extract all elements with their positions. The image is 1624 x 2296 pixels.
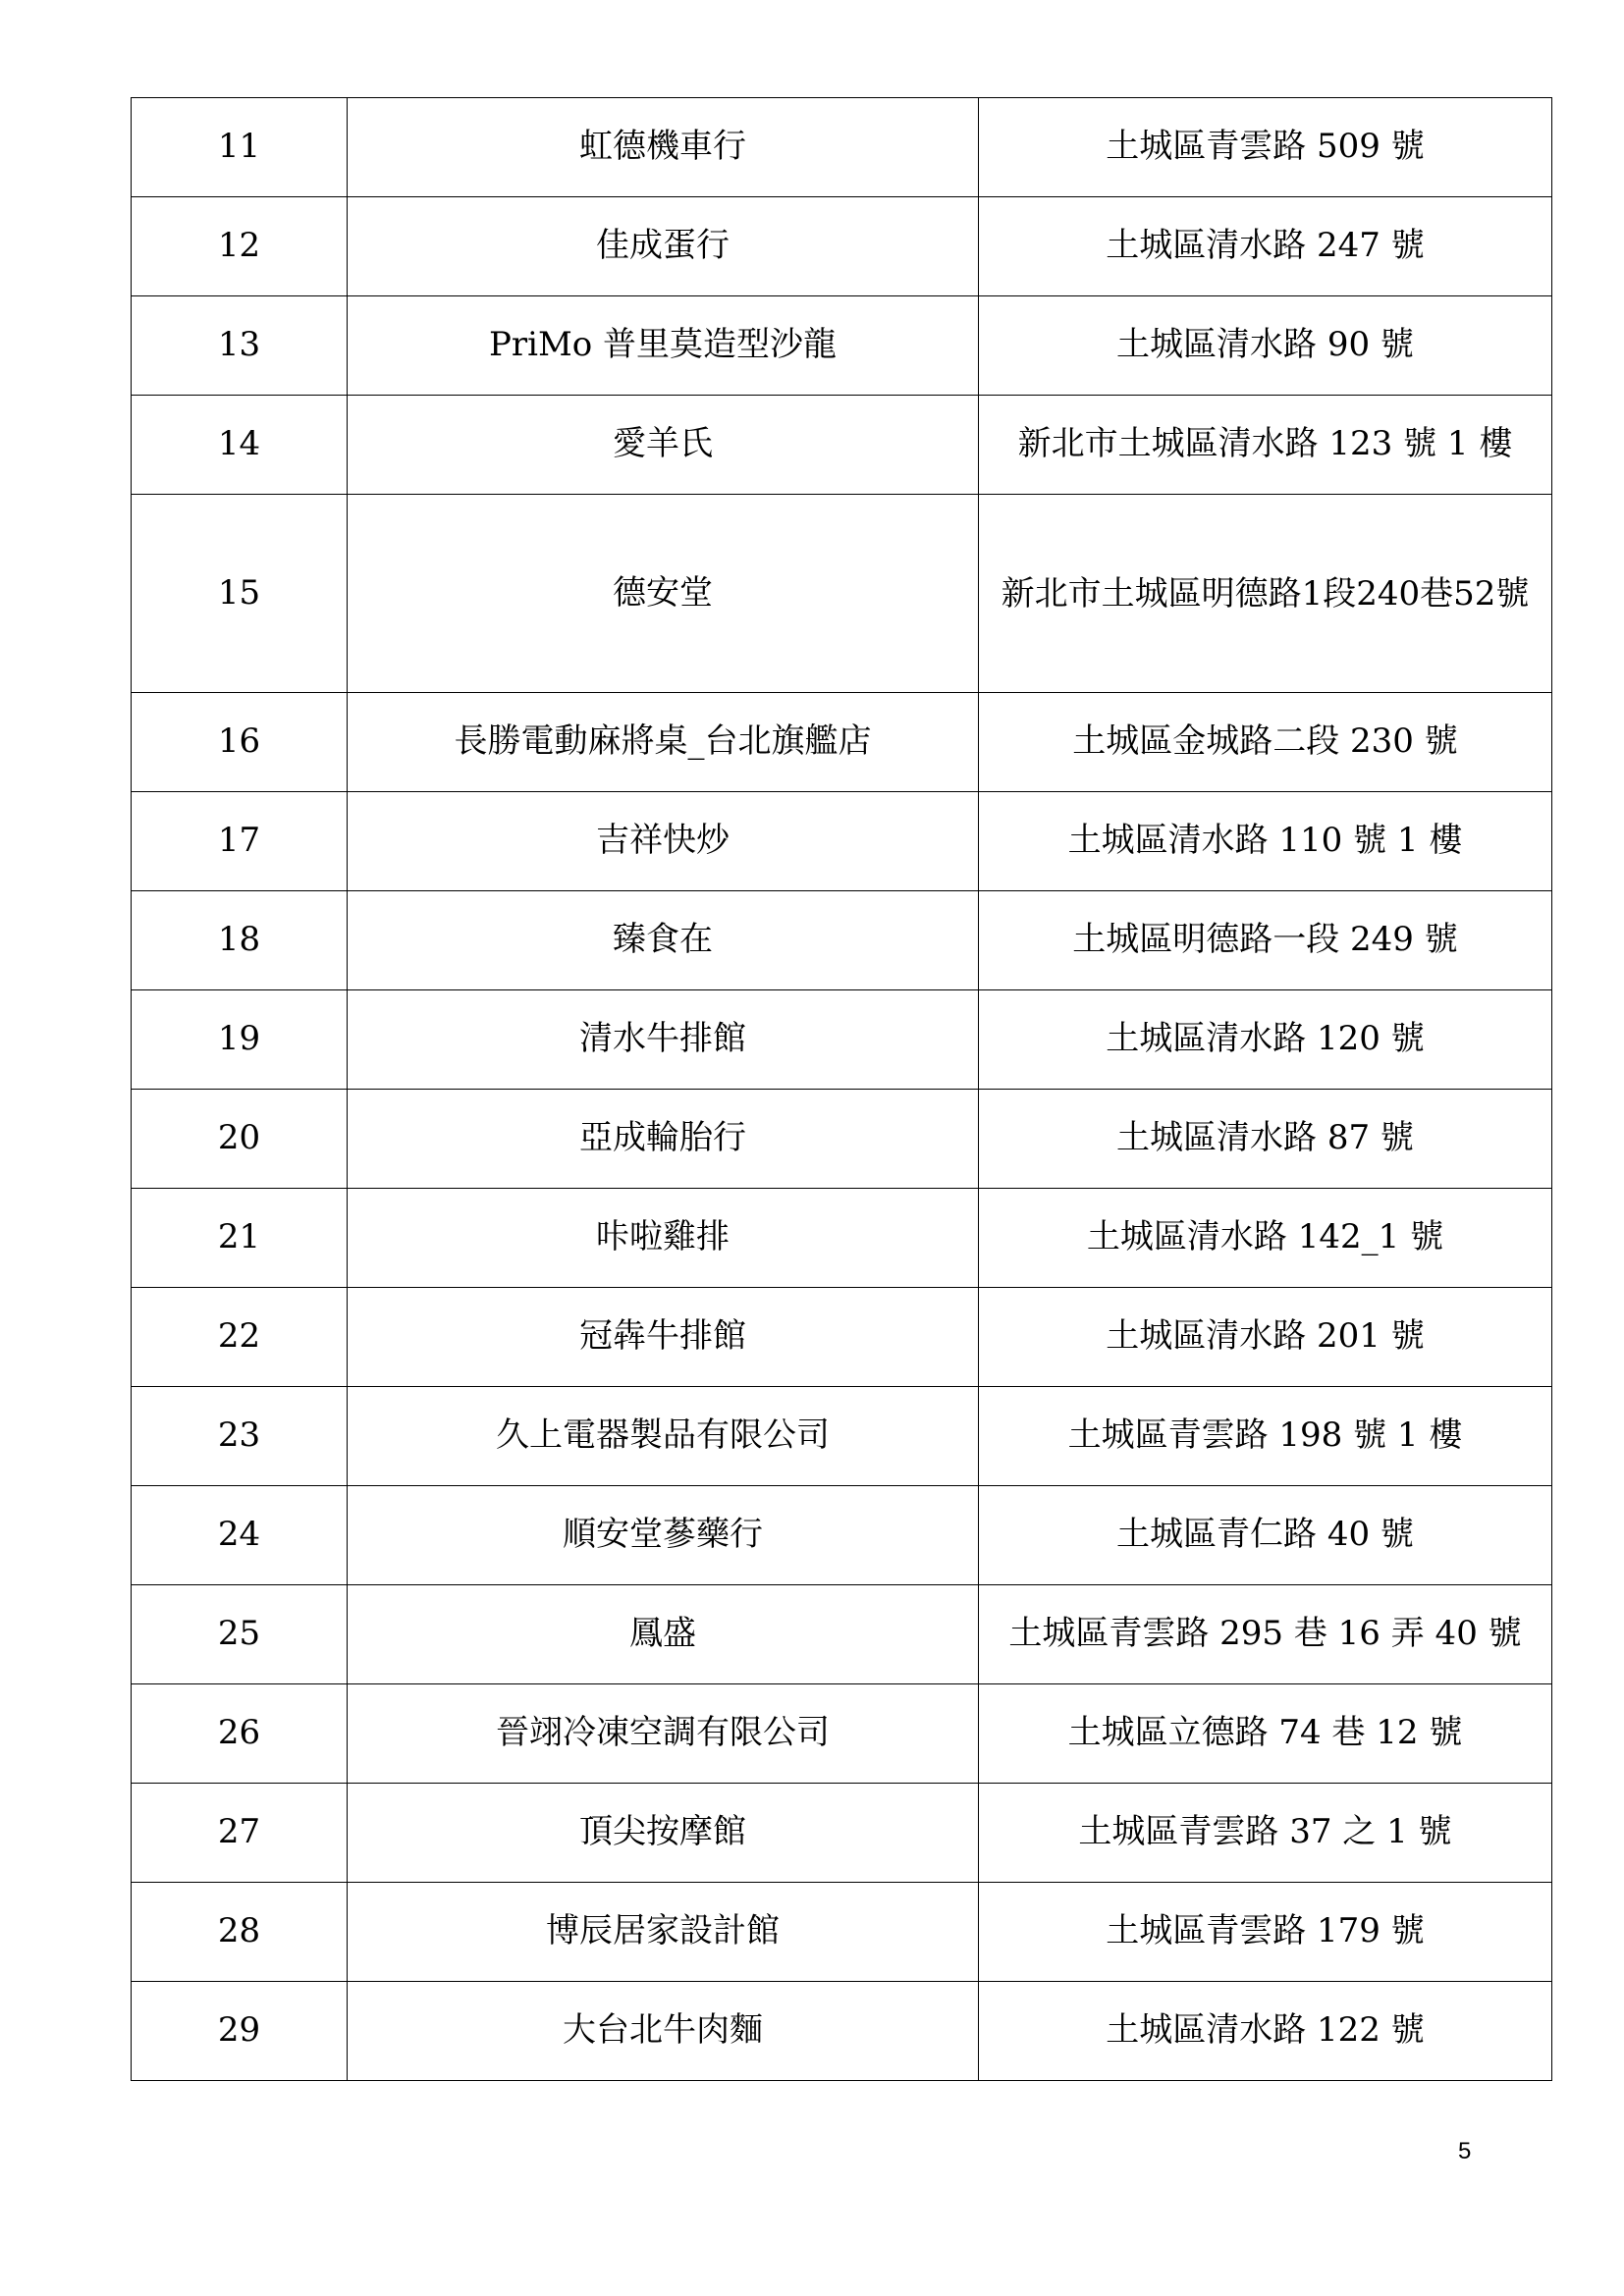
store-address: 土城區立德路 74 巷 12 號 — [979, 1684, 1552, 1784]
table-row — [132, 1684, 1552, 1784]
row-number: 12 — [132, 197, 348, 296]
store-address: 土城區青雲路 37 之 1 號 — [979, 1784, 1552, 1883]
table-row — [132, 495, 1552, 693]
store-address: 土城區青雲路 179 號 — [979, 1883, 1552, 1982]
store-name: 德安堂 — [348, 495, 979, 693]
store-address: 土城區青雲路 198 號 1 樓 — [979, 1387, 1552, 1486]
store-name: PriMo 普里莫造型沙龍 — [348, 296, 979, 396]
store-name: 長勝電動麻將桌_台北旗艦店 — [348, 693, 979, 792]
row-number: 22 — [132, 1288, 348, 1387]
row-number: 28 — [132, 1883, 348, 1982]
store-name: 頂尖按摩館 — [348, 1784, 979, 1883]
table-row — [132, 296, 1552, 396]
table-row — [132, 396, 1552, 495]
table-row — [132, 1982, 1552, 2081]
table-row — [132, 98, 1552, 197]
row-number: 29 — [132, 1982, 348, 2081]
table-row — [132, 792, 1552, 891]
store-address: 土城區青仁路 40 號 — [979, 1486, 1552, 1585]
store-name: 虹德機車行 — [348, 98, 979, 197]
store-address: 土城區清水路 247 號 — [979, 197, 1552, 296]
store-name: 亞成輪胎行 — [348, 1090, 979, 1189]
row-number: 15 — [132, 495, 348, 693]
row-number: 26 — [132, 1684, 348, 1784]
page-number: 5 — [1458, 2138, 1472, 2164]
store-name: 鳳盛 — [348, 1585, 979, 1684]
row-number: 25 — [132, 1585, 348, 1684]
store-name: 咔啦雞排 — [348, 1189, 979, 1288]
store-name: 佳成蛋行 — [348, 197, 979, 296]
row-number: 11 — [132, 98, 348, 197]
store-name: 大台北牛肉麵 — [348, 1982, 979, 2081]
table-row — [132, 1387, 1552, 1486]
row-number: 23 — [132, 1387, 348, 1486]
row-number: 19 — [132, 990, 348, 1090]
store-address: 土城區清水路 142_1 號 — [979, 1189, 1552, 1288]
table-row — [132, 1288, 1552, 1387]
store-name: 愛羊氏 — [348, 396, 979, 495]
store-address: 土城區清水路 122 號 — [979, 1982, 1552, 2081]
table-row — [132, 1883, 1552, 1982]
store-name: 吉祥快炒 — [348, 792, 979, 891]
row-number: 13 — [132, 296, 348, 396]
table-row — [132, 990, 1552, 1090]
store-name: 晉翊冷凍空調有限公司 — [348, 1684, 979, 1784]
store-address: 土城區明德路一段 249 號 — [979, 891, 1552, 990]
store-name: 久上電器製品有限公司 — [348, 1387, 979, 1486]
store-name: 清水牛排館 — [348, 990, 979, 1090]
store-name: 冠犇牛排館 — [348, 1288, 979, 1387]
row-number: 20 — [132, 1090, 348, 1189]
row-number: 18 — [132, 891, 348, 990]
table-row — [132, 891, 1552, 990]
row-number: 16 — [132, 693, 348, 792]
store-address: 土城區清水路 87 號 — [979, 1090, 1552, 1189]
row-number: 27 — [132, 1784, 348, 1883]
store-address: 土城區青雲路 509 號 — [979, 98, 1552, 197]
table-row — [132, 1189, 1552, 1288]
table-row — [132, 1486, 1552, 1585]
table-row — [132, 197, 1552, 296]
table-row — [132, 1784, 1552, 1883]
store-name: 博辰居家設計館 — [348, 1883, 979, 1982]
row-number: 14 — [132, 396, 348, 495]
store-name: 臻食在 — [348, 891, 979, 990]
table-row — [132, 693, 1552, 792]
row-number: 21 — [132, 1189, 348, 1288]
row-number: 24 — [132, 1486, 348, 1585]
store-address: 土城區青雲路 295 巷 16 弄 40 號 — [979, 1585, 1552, 1684]
store-address: 土城區清水路 120 號 — [979, 990, 1552, 1090]
store-list-table — [131, 97, 1552, 2081]
store-address: 新北市土城區清水路 123 號 1 樓 — [979, 396, 1552, 495]
table-row — [132, 1585, 1552, 1684]
store-address: 土城區清水路 110 號 1 樓 — [979, 792, 1552, 891]
store-address: 土城區清水路 90 號 — [979, 296, 1552, 396]
store-address: 土城區金城路二段 230 號 — [979, 693, 1552, 792]
row-number: 17 — [132, 792, 348, 891]
store-name: 順安堂蔘藥行 — [348, 1486, 979, 1585]
store-address: 新北市土城區明德路1段240巷52號 — [979, 495, 1552, 693]
store-address: 土城區清水路 201 號 — [979, 1288, 1552, 1387]
table-row — [132, 1090, 1552, 1189]
